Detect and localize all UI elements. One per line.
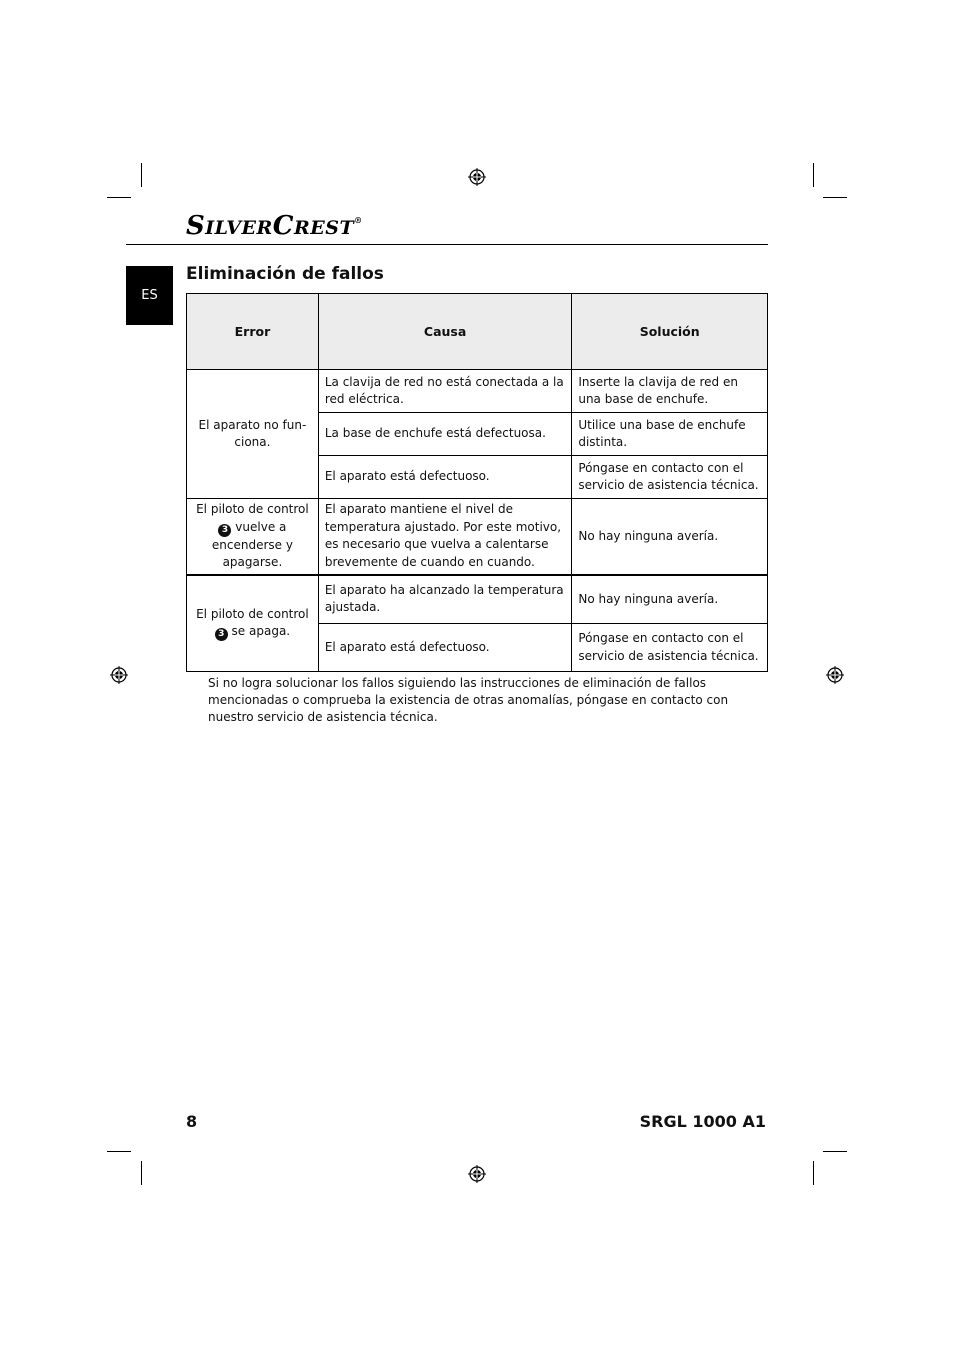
cause-cell: El aparato está defectuoso. bbox=[318, 624, 572, 672]
table-row bbox=[187, 499, 768, 575]
crop-mark bbox=[813, 1161, 814, 1185]
troubleshooting-table bbox=[186, 293, 768, 672]
table-row bbox=[187, 370, 768, 413]
brand-logo: SILVERCREST® bbox=[186, 211, 363, 241]
header-rule bbox=[126, 244, 768, 245]
crop-mark bbox=[107, 1151, 131, 1152]
cause-cell: El aparato mantiene el nivel de temperatura ajustado. Por este motivo, es necesario que vuelva a calentarse brevemente de cuando en cuando. bbox=[318, 499, 572, 575]
crop-mark bbox=[107, 197, 131, 198]
column-header-cause: Causa bbox=[318, 294, 572, 370]
solution-cell: No hay ninguna avería. bbox=[572, 575, 768, 624]
language-tab: ES bbox=[126, 266, 173, 325]
support-note: Si no logra solucionar los fallos siguiendo las instrucciones de eliminación de fallos mencionadas o comprueba la existencia de otras anomalías, póngase en contacto con nuestro servicio de asistencia técnica. bbox=[208, 676, 729, 725]
crop-mark bbox=[823, 1151, 847, 1152]
control-light-number-icon: 3 bbox=[218, 524, 231, 537]
cause-cell: El aparato está defectuoso. bbox=[318, 456, 572, 499]
registration-mark-icon bbox=[826, 666, 844, 684]
error-cell: El aparato no fun-ciona. bbox=[187, 370, 319, 499]
solution-cell: No hay ninguna avería. bbox=[572, 499, 768, 575]
crop-mark bbox=[823, 197, 847, 198]
table-row bbox=[187, 575, 768, 624]
cause-cell: El aparato ha alcanzado la temperatura ajustada. bbox=[318, 575, 572, 624]
section-title: Eliminación de fallos bbox=[186, 264, 384, 284]
error-cell: El piloto de control 3 vuelve a encenderse y apagarse. bbox=[187, 499, 319, 575]
registration-mark-icon bbox=[468, 168, 486, 186]
column-header-error: Error bbox=[187, 294, 319, 370]
crop-mark bbox=[813, 163, 814, 187]
registration-mark-icon bbox=[468, 1165, 486, 1183]
column-header-solution: Solución bbox=[572, 294, 768, 370]
solution-cell: Póngase en contacto con el servicio de asistencia técnica. bbox=[572, 624, 768, 672]
registration-mark-icon bbox=[110, 666, 128, 684]
model-name: SRGL 1000 A1 bbox=[639, 1112, 766, 1131]
cause-cell: La base de enchufe está defectuosa. bbox=[318, 413, 572, 456]
error-cell: El piloto de control 3 se apaga. bbox=[187, 575, 319, 672]
crop-mark bbox=[141, 163, 142, 187]
solution-cell: Utilice una base de enchufe distinta. bbox=[572, 413, 768, 456]
page-number: 8 bbox=[186, 1112, 198, 1131]
solution-cell: Inserte la clavija de red en una base de enchufe. bbox=[572, 370, 768, 413]
control-light-number-icon: 3 bbox=[215, 628, 228, 641]
cause-cell: La clavija de red no está conectada a la red eléctrica. bbox=[318, 370, 572, 413]
crop-mark bbox=[141, 1161, 142, 1185]
solution-cell: Póngase en contacto con el servicio de asistencia técnica. bbox=[572, 456, 768, 499]
